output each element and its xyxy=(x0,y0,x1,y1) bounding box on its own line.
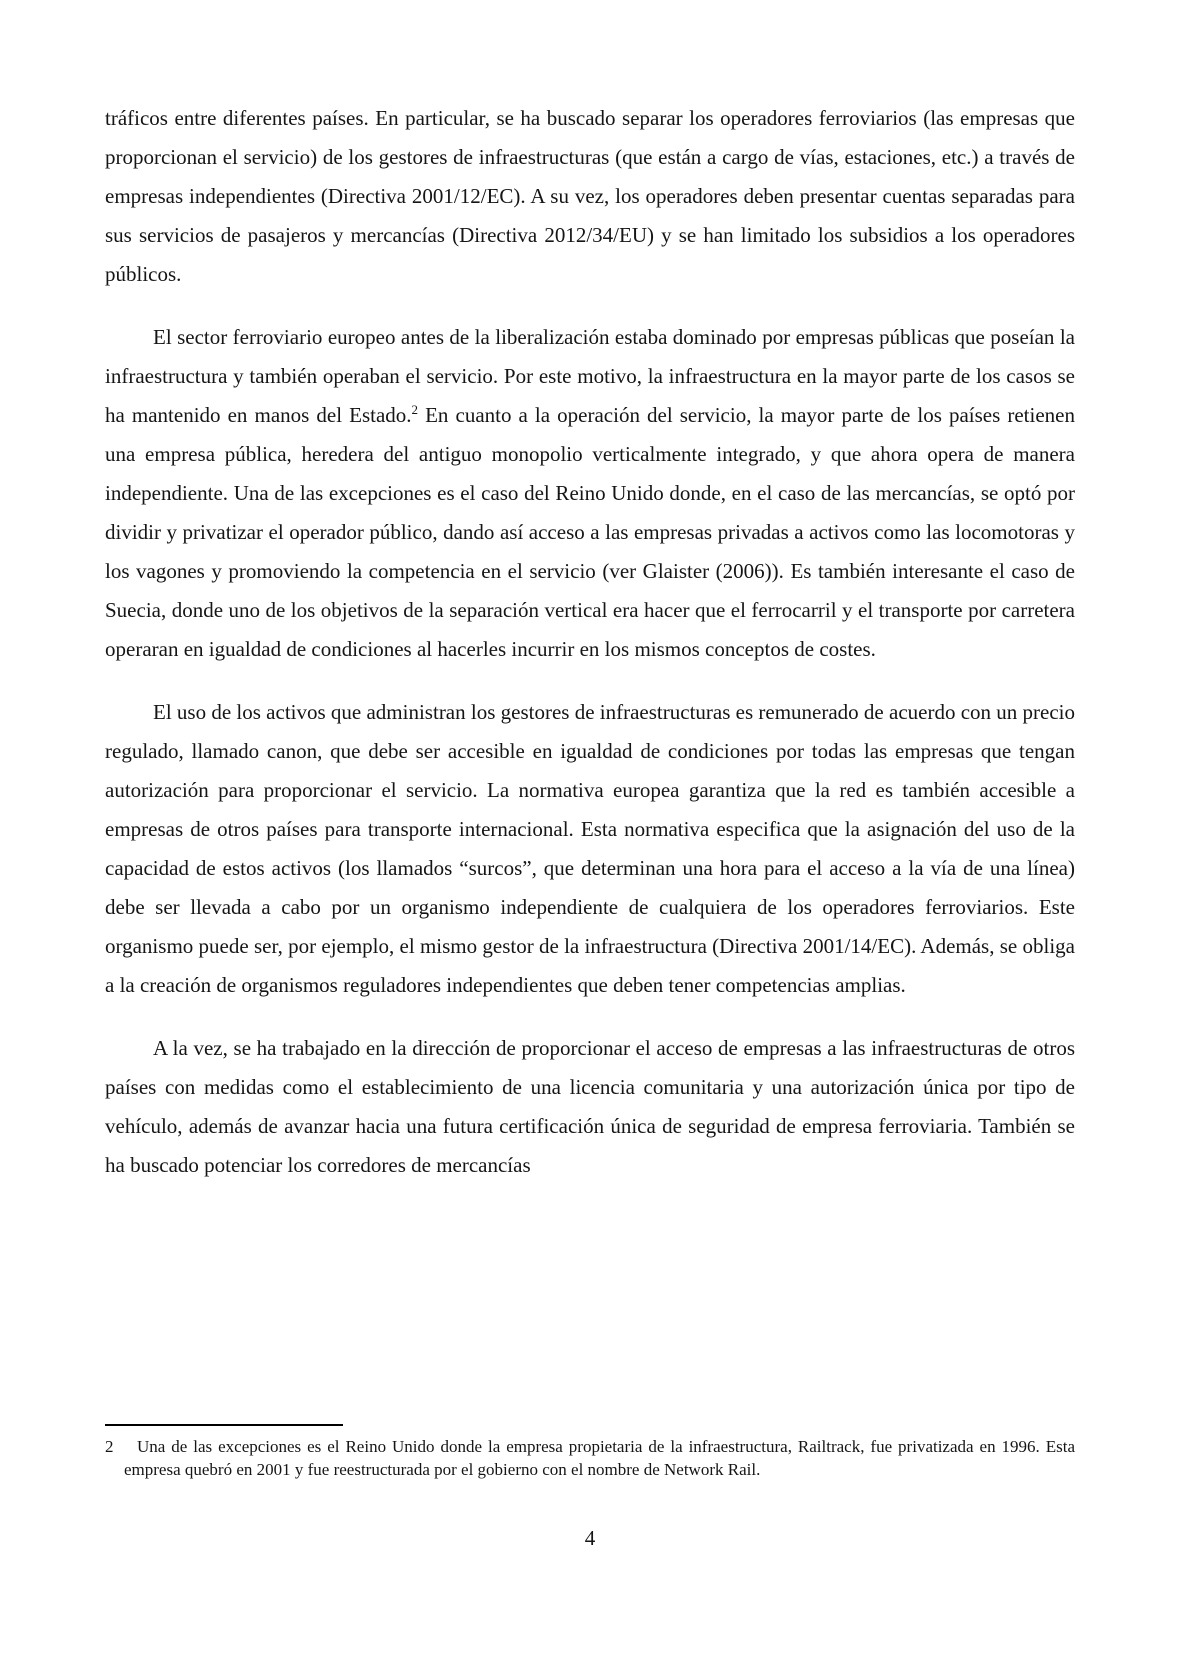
footnote-reference: 2 xyxy=(411,402,419,417)
footnote-text: Una de las excepciones es el Reino Unido donde la empresa propietaria de la infraestructura, Railtrack, fue privatizada en 1996. Esta empresa quebró en 2001 y fue reestructurada por el gobierno con el nombre de Network Rail. xyxy=(124,1437,1075,1479)
paragraph: El uso de los activos que administran los gestores de infraestructuras es remunerado de acuerdo con un precio regulado, llamado canon, que debe ser accesible en igualdad de condiciones por todas las empresas que tengan autorización para proporcionar el servicio. La normativa europea garantiza que la red es también accesible a empresas de otros países para transporte internacional. Esta normativa especifica que la asignación del uso de la capacidad de estos activos (los llamados “surcos”, que determinan una hora para el acceso a la vía de una línea) debe ser llevada a cabo por un organismo independiente de cualquiera de los operadores ferroviarios. Este organismo puede ser, por ejemplo, el mismo gestor de la infraestructura (Directiva 2001/14/EC). Además, se obliga a la creación de organismos reguladores independientes que deben tener competencias amplias. xyxy=(105,700,1075,997)
paragraph-text: En cuanto a la operación del servicio, la mayor parte de los países retienen una empresa pública, heredera del antiguo monopolio verticalmente integrado, y que ahora opera de manera independiente. Una de las excepciones es el caso del Reino Unido donde, en el caso de las mercancías, se optó por dividir y privatizar el operador público, dando así acceso a las empresas privadas a activos como las locomotoras y los vagones y promoviendo la competencia en el servicio (ver Glaister (2006)). Es también interesante el caso de Suecia, donde uno de los objetivos de la separación vertical era hacer que el ferrocarril y el transporte por carretera operaran en igualdad de condiciones al hacerles incurrir en los mismos conceptos de costes. xyxy=(105,403,1075,661)
footnote-item xyxy=(105,1435,1075,1481)
paragraph-continuation: tráficos entre diferentes países. En particular, se ha buscado separar los operadores ferroviarios (las empresas que proporcionan el servicio) de los gestores de infraestructuras (que están a cargo de vías, estaciones, etc.) a través de empresas independientes (Directiva 2001/12/EC). A su vez, los operadores deben presentar cuentas separadas para sus servicios de pasajeros y mercancías (Directiva 2012/34/EU) y se han limitado los subsidios a los operadores públicos. xyxy=(105,106,1075,286)
footnote-number: 2 xyxy=(105,1437,114,1456)
footnote-separator-rule xyxy=(105,1424,343,1426)
page-number: 4 xyxy=(584,1526,596,1550)
page-body-text xyxy=(105,99,1075,1185)
paragraph-text: El sector ferroviario europeo antes de la liberalización estaba dominado por empresas públicas que poseían la infraestructura y también operaban el servicio. Por este motivo, la infraestructura en la mayor parte de los casos se ha mantenido en manos del Estado. xyxy=(105,325,1075,427)
paragraph: A la vez, se ha trabajado en la dirección de proporcionar el acceso de empresas a las infraestructuras de otros países con medidas como el establecimiento de una licencia comunitaria y una autorización única por tipo de vehículo, además de avanzar hacia una futura certificación única de seguridad de empresa ferroviaria. También se ha buscado potenciar los corredores de mercancías xyxy=(105,1036,1075,1177)
footnote-section xyxy=(105,1424,1075,1481)
paragraph xyxy=(105,318,1075,669)
